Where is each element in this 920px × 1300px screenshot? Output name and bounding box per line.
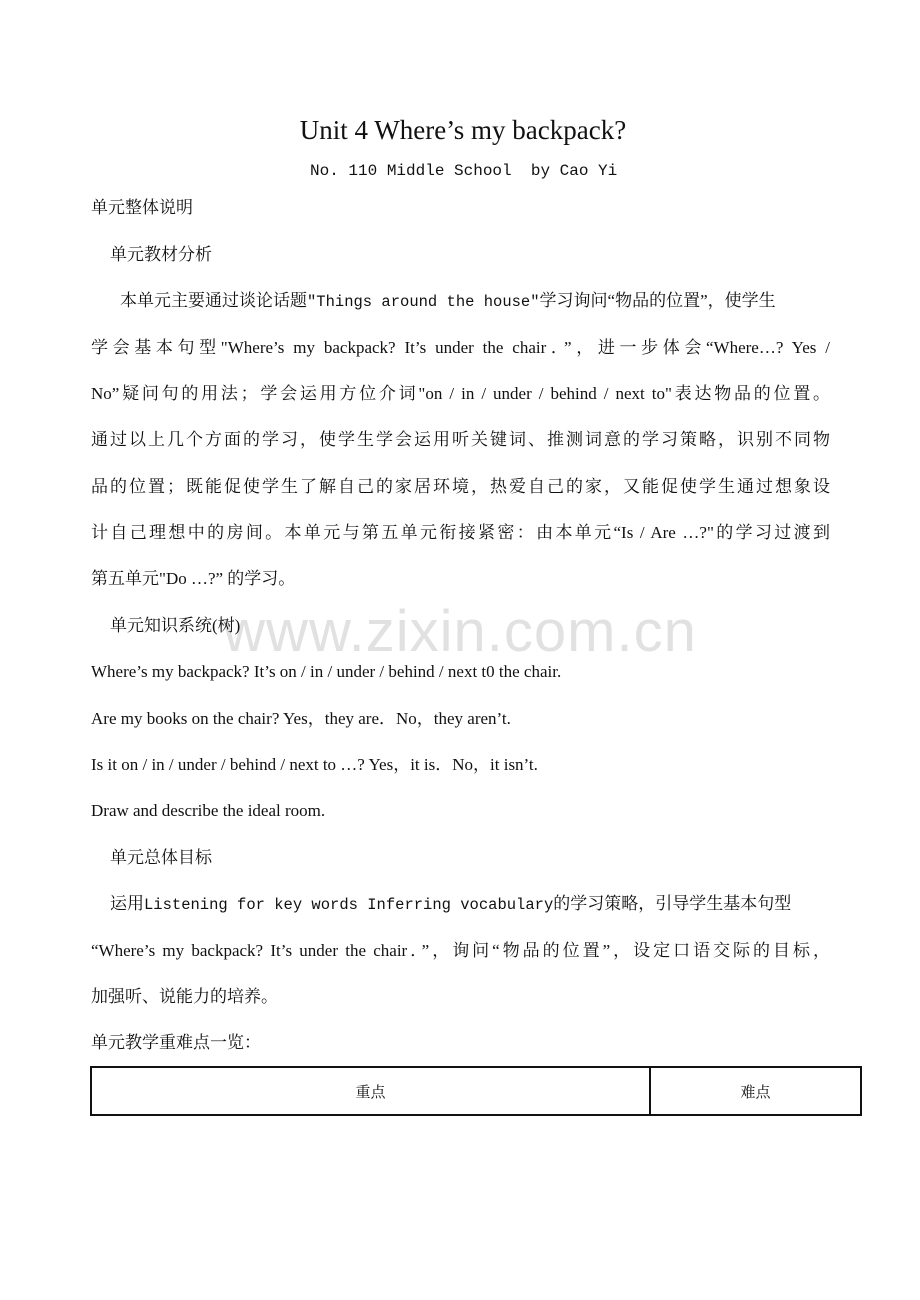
section-overview-heading: 单元整体说明	[91, 198, 193, 217]
table-header-difficult-points: 难点	[650, 1067, 861, 1115]
goals-line-3: 加强听、说能力的培养。	[91, 987, 278, 1006]
analysis-line-4: 通过以上几个方面的学习，使学生学会运用听关键词、推测词意的学习策略，识别不同物	[91, 430, 830, 449]
knowledge-line-3: Is it on / in / under / behind / next to …? Yes，it is．No，it isn’t.	[91, 755, 538, 774]
analysis-line-1: 本单元主要通过谈论话题"Things around the house"学习询问“物品的位置”，使学生	[120, 291, 776, 311]
knowledge-line-1: Where’s my backpack? It’s on / in / under / behind / next t0 the chair.	[91, 662, 562, 681]
analysis-line-2: 学会基本句型"Where’s my backpack? It’s under the chair．”，进一步体会“Where…? Yes /	[91, 338, 830, 357]
author-byline: No. 110 Middle School by Cao Yi	[310, 162, 618, 180]
table-header-row	[91, 1067, 861, 1115]
key-difficult-points-table	[90, 1066, 862, 1116]
analysis-heading: 单元教材分析	[110, 245, 212, 264]
table-header-key-points: 重点	[91, 1067, 650, 1115]
goals-heading: 单元总体目标	[110, 848, 212, 867]
analysis-line-5: 品的位置；既能促使学生了解自己的家居环境，热爱自己的家，又能促使学生通过想象设	[91, 477, 830, 496]
knowledge-heading: 单元知识系统(树)	[110, 616, 241, 635]
goals-line-2: “Where’s my backpack? It’s under the chair．”，询问“物品的位置”，设定口语交际的目标，	[91, 941, 830, 960]
analysis-line-6: 计自己理想中的房间。本单元与第五单元衔接紧密：由本单元“Is / Are …?"的学习过渡到	[91, 523, 830, 542]
document-title: Unit 4 Where’s my backpack?	[299, 115, 627, 145]
analysis-line-7: 第五单元"Do …?” 的学习。	[91, 569, 296, 588]
analysis-line-3: No”疑问句的用法；学会运用方位介词"on / in / under / behind / next to"表达物品的位置。	[91, 384, 830, 403]
knowledge-line-4: Draw and describe the ideal room.	[91, 801, 326, 820]
goals-line-1: 运用Listening for key words Inferring vocabulary的学习策略，引导学生基本句型	[110, 894, 792, 914]
table-heading: 单元教学重难点一览：	[91, 1033, 261, 1052]
watermark: www.zixin.com.cn	[223, 599, 697, 664]
knowledge-line-2: Are my books on the chair? Yes，they are．No，they aren’t.	[91, 709, 511, 728]
